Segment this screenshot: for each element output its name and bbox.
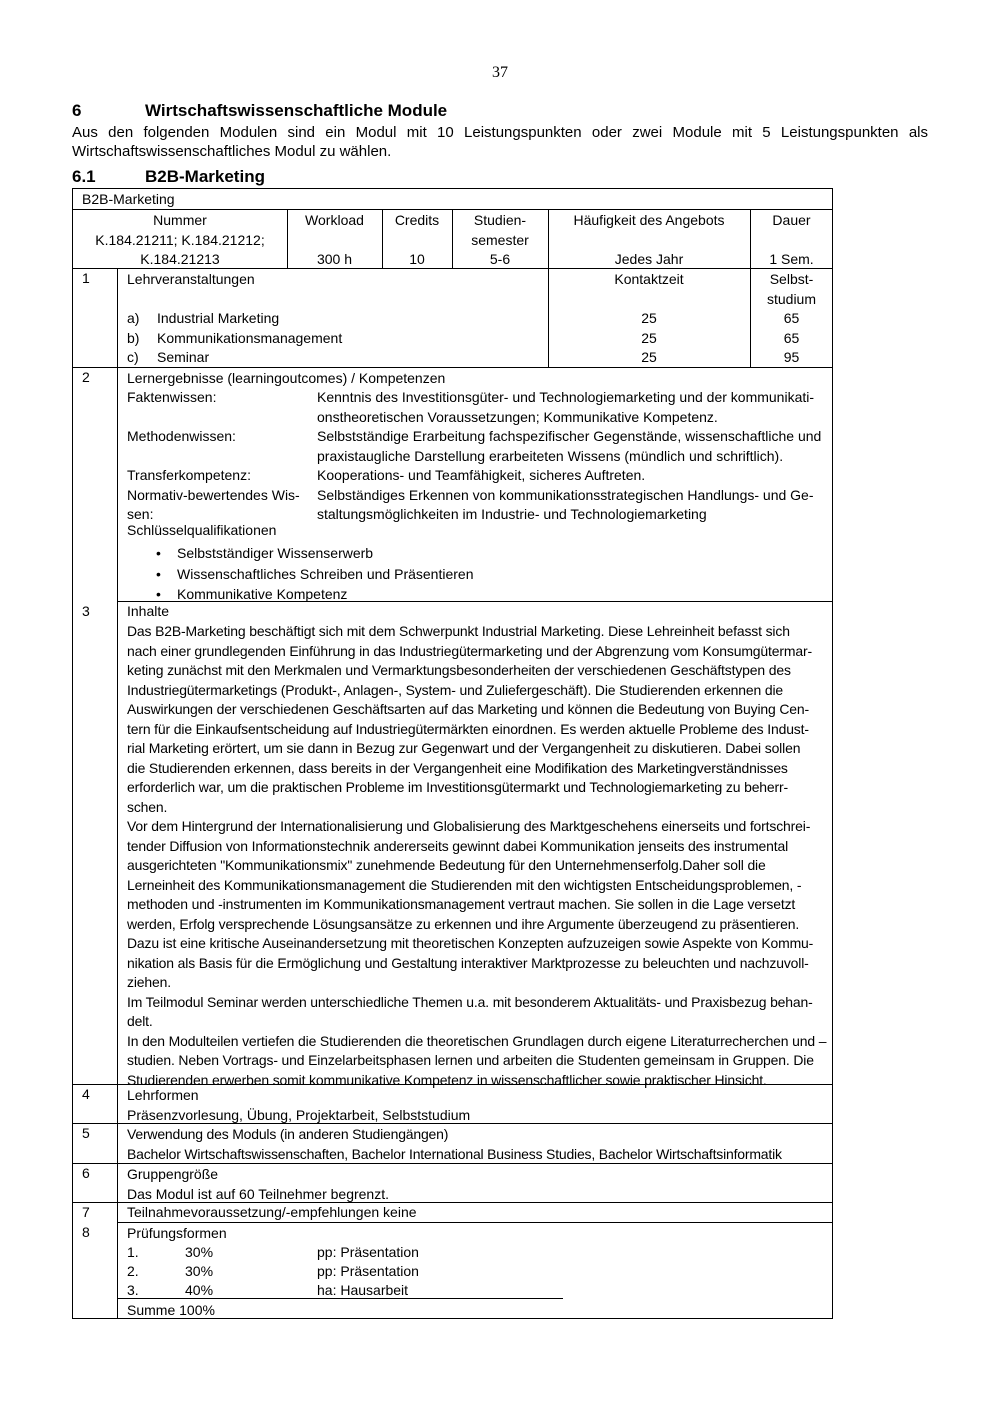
outcomes-cell xyxy=(127,369,827,389)
content-line: rial Marketing erörtert, um sie dann in Bezug zur Gegenwart und der Vergangenheit zu diskutieren. Dabei sollen xyxy=(127,740,801,756)
outcomes-title: Lernergebnisse (learningoutcomes) / Kompetenzen xyxy=(127,370,446,386)
contact-value: 25 xyxy=(641,349,657,365)
row-number: 6 xyxy=(82,1165,90,1181)
content-line: die Studierenden erkennen, dass bereits in der Vergangenheit eine Modifikation des Marketingverständnisses xyxy=(127,759,788,776)
credits-cell xyxy=(382,211,452,270)
content-line: nikation als Basis für die Ermöglichung und Gestaltung interaktiver Marktprozesse zu beleuchten und nachzuvoll- xyxy=(127,954,809,971)
list-item: • Selbstständiger Wissenserwerb xyxy=(177,543,474,564)
usage-title: Verwendung des Moduls (in anderen Studiengängen) xyxy=(127,1126,449,1142)
content-line: ausgerichteten "Kommunikationsmix" zunehmende Bedeutung für den Unternehmenserfolg.Daher soll die xyxy=(127,857,766,873)
content-line: methoden und -instrumenten im Kommunikationsmanagement vertraut machen. Sie sollen in die Lage versetzt xyxy=(127,896,796,912)
normativ-label-2: sen: xyxy=(127,506,154,522)
fakten-text-1: Kenntnis des Investitionsgüter- und Technologiemarketing und der kommunikati- xyxy=(317,389,815,405)
outcome-labels xyxy=(127,388,317,525)
content-line: Industriegütermarketings (Produkt-, Anlagen-, System- und Zuliefergeschäft). Die Studierenden erkennen die xyxy=(127,681,784,698)
fakten-label: Faktenwissen: xyxy=(127,389,217,405)
course-name: Seminar xyxy=(157,349,210,365)
section-heading xyxy=(72,101,447,121)
self-study-value: 65 xyxy=(783,310,800,326)
frequency-value: Jedes Jahr xyxy=(614,251,684,267)
transfer-label: Transferkompetenz: xyxy=(127,467,251,483)
exam-form: ha: Hausarbeit xyxy=(317,1282,409,1298)
credits-header: Credits xyxy=(394,212,440,228)
nummer-header: Nummer xyxy=(153,212,207,228)
exam-number: 3. xyxy=(127,1282,139,1298)
fakten-text-2: onstheoretischen Voraussetzungen; Kommunikative Kompetenz. xyxy=(317,408,718,425)
methoden-text-2: praxistaugliche Darstellung erarbeiteten Wissens (mündlich und schriftlich). xyxy=(317,447,784,464)
contact-cell xyxy=(548,270,750,368)
content-line: Im Teilmodul Seminar werden unterschiedliche Themen u.a. mit besonderem Aktualitäts- und Praxisbezug behan- xyxy=(127,993,813,1010)
exam-form: pp: Präsentation xyxy=(317,1263,419,1279)
self-study-value: 65 xyxy=(783,329,800,346)
content-line: Auswirkungen der verschiedenen Geschäftsarten auf das Marketing und können die Bedeutung von Buying Cen- xyxy=(127,701,810,717)
workload-cell xyxy=(287,211,382,270)
exam-form: pp: Präsentation xyxy=(317,1244,419,1260)
content-line: tender Diffusion von Informationstechnik andererseits gewinnt dabei Kommunikation jenseits des instrumental xyxy=(127,837,789,854)
row-number: 4 xyxy=(82,1086,90,1102)
semester-header-2: semester xyxy=(471,231,529,248)
rule xyxy=(117,268,118,1319)
content-line: erforderlich war, um die praktischen Probleme im Investitionsgütermarkt und Technologiemarketing zu beherr- xyxy=(127,779,789,795)
frequency-cell xyxy=(548,211,750,270)
rule xyxy=(73,209,833,210)
self-study-cell xyxy=(750,270,833,368)
row-number: 3 xyxy=(82,603,90,619)
contact-value: 25 xyxy=(641,329,657,346)
frequency-header: Häufigkeit des Angebots xyxy=(573,212,725,228)
content-line: ziehen. xyxy=(127,974,171,990)
exam-item xyxy=(127,1243,419,1262)
contents-body xyxy=(127,622,837,1090)
teaching-title: Lehrformen xyxy=(127,1087,199,1103)
content-line: schen. xyxy=(127,798,168,815)
courses-cell xyxy=(127,270,547,368)
outcome-texts xyxy=(317,388,827,525)
course-item xyxy=(127,348,547,368)
subsection-title: B2B-Marketing xyxy=(145,167,265,186)
self-study-value: 95 xyxy=(783,349,800,365)
row-number: 2 xyxy=(82,369,90,385)
content-line: Studierenden erwerben somit kommunikative Kompetenz in wissenschaftlicher sowie praktischer Hinsicht. xyxy=(127,1071,767,1088)
course-letter: b) xyxy=(127,329,140,346)
workload-value: 300 h xyxy=(316,251,353,267)
list-item: • Wissenschaftliches Schreiben und Präsentieren xyxy=(177,564,474,585)
sum-label: Summe xyxy=(127,1302,176,1318)
content-line: Das B2B-Marketing beschäftigt sich mit dem Schwerpunkt Industrial Marketing. Diese Lehreinheit befasst sich xyxy=(127,623,790,639)
semester-cell xyxy=(452,211,548,270)
self-study-label-2: studium xyxy=(766,290,817,307)
section-number: 6 xyxy=(72,101,82,120)
nummer-cell xyxy=(73,211,287,270)
content-line: Dazu ist eine kritische Auseinandersetzung mit theoretischen Konzepten aufzuzeigen sowie Aspekte von Kommu- xyxy=(127,935,814,951)
key-qualifications-title: Schlüsselqualifikationen xyxy=(127,522,277,538)
group-cell xyxy=(127,1165,389,1204)
normativ-text-1: Selbständiges Erkennen von kommunikationsstrategischen Handlungs- und Ge- xyxy=(317,486,814,503)
content-line: studien. Neben Vortrags- und Einzelarbeitsphasen lernen und arbeiten die Studenten gemeinsam in Gruppen. Die xyxy=(127,1052,814,1068)
exam-percent: 30% xyxy=(185,1244,214,1260)
subsection-number: 6.1 xyxy=(72,167,96,186)
semester-header-1: Studien- xyxy=(473,212,527,228)
contact-value: 25 xyxy=(641,310,657,326)
courses-title: Lehrveranstaltungen xyxy=(127,271,255,287)
transfer-text: Kooperations- und Teamfähigkeit, sicheres Auftreten. xyxy=(317,467,646,483)
usage-text: Bachelor Wirtschaftswissenschaften, Bachelor International Business Studies, Bachelor Wirtschaftsinformatik xyxy=(127,1145,782,1162)
exam-percent: 30% xyxy=(185,1263,214,1279)
rule xyxy=(117,1222,833,1223)
teaching-text: Präsenzvorlesung, Übung, Projektarbeit, Selbststudium xyxy=(127,1106,471,1123)
course-item xyxy=(127,309,547,329)
content-line: Lerneinheit des Kommunikationsmanagement die Studierenden mit den wichtigsten Entscheidungsproblemen, - xyxy=(127,876,802,893)
page-number: 37 xyxy=(492,64,508,81)
course-name: Kommunikationsmanagement xyxy=(157,329,343,346)
exam-number: 2. xyxy=(127,1263,139,1279)
exam-item xyxy=(127,1262,419,1281)
subsection-heading xyxy=(72,167,265,187)
exam-item xyxy=(127,1281,419,1300)
content-line: werden, Erfolg versprechende Lösungsansätze zu erkennen und ihre Argumente überzeugend zu präsentieren. xyxy=(127,915,800,932)
row-number: 7 xyxy=(82,1204,90,1220)
exam-sum xyxy=(127,1301,419,1320)
key-qualifications-list xyxy=(177,543,474,605)
section-intro: Aus den folgenden Modulen sind ein Modul mit 10 Leistungspunkten oder zwei Module mit 5 Leistungspunkten als Wirtschaftswissenschaftliches Modul zu wählen. xyxy=(72,124,928,160)
exams-cell xyxy=(127,1224,419,1320)
content-line: In den Modulteilen vertiefen die Studierenden die theoretischen Grundlagen durch eigene Literaturrecherchen und – xyxy=(127,1032,827,1049)
group-text: Das Modul ist auf 60 Teilnehmer begrenzt. xyxy=(127,1185,389,1202)
teaching-cell xyxy=(127,1086,470,1125)
content-line: Vor dem Hintergrund der Internationalisierung und Globalisierung des Marktgeschehens einerseits und fortschrei- xyxy=(127,818,811,834)
semester-value: 5-6 xyxy=(489,251,511,267)
usage-cell xyxy=(127,1125,782,1164)
section-title: Wirtschaftswissenschaftliche Module xyxy=(145,101,448,120)
duration-value: 1 Sem. xyxy=(769,251,814,267)
self-study-label-1: Selbst- xyxy=(769,271,814,287)
prereq-title: Teilnahmevoraussetzung/-empfehlungen keine xyxy=(127,1204,417,1220)
row-number: 1 xyxy=(82,270,90,286)
exams-title: Prüfungsformen xyxy=(127,1225,227,1241)
sum-value: 100% xyxy=(179,1302,215,1318)
row-number: 5 xyxy=(82,1125,90,1141)
workload-header: Workload xyxy=(305,212,364,228)
nummer-value-2: K.184.21213 xyxy=(140,251,220,267)
content-line: tern für die Einkaufsentscheidung auf Industriegütermärkten einordnen. Es werden aktuelle Probleme des Indust- xyxy=(127,720,809,737)
methoden-label: Methodenwissen: xyxy=(127,428,236,444)
contents-title: Inhalte xyxy=(127,603,170,619)
module-table xyxy=(72,188,833,1319)
course-letter: a) xyxy=(127,310,140,326)
methoden-text-1: Selbstständige Erarbeitung fachspezifischer Gegenstände, wissenschaftliche und xyxy=(317,428,822,444)
course-name: Industrial Marketing xyxy=(157,310,280,326)
normativ-label-1: Normativ-bewertendes Wis- xyxy=(127,486,300,503)
group-title: Gruppengröße xyxy=(127,1166,219,1182)
duration-header: Dauer xyxy=(772,212,811,228)
contact-label: Kontaktzeit xyxy=(614,271,684,287)
nummer-value-1: K.184.21211; K.184.21212; xyxy=(95,231,265,248)
normativ-text-2: staltungsmöglichkeiten im Industrie- und Technologiemarketing xyxy=(317,506,707,522)
course-item xyxy=(127,329,547,349)
duration-cell xyxy=(750,211,833,270)
credits-value: 10 xyxy=(409,251,425,267)
exam-number: 1. xyxy=(127,1244,139,1260)
content-line: nach einer grundlegenden Einführung in das Industriegütermarketing und der Abgrenzung vom Konsumgütermar- xyxy=(127,642,812,659)
course-letter: c) xyxy=(127,349,139,365)
row-number: 8 xyxy=(82,1224,90,1240)
content-line: keting zunächst mit den Merkmalen und Vermarktungsbesonderheiten der verschiedenen Geschäftstypen des xyxy=(127,662,791,678)
exam-percent: 40% xyxy=(185,1282,214,1298)
list-item: • Kommunikative Kompetenz xyxy=(177,584,474,605)
content-line: delt. xyxy=(127,1013,153,1029)
module-name: B2B-Marketing xyxy=(82,191,175,207)
